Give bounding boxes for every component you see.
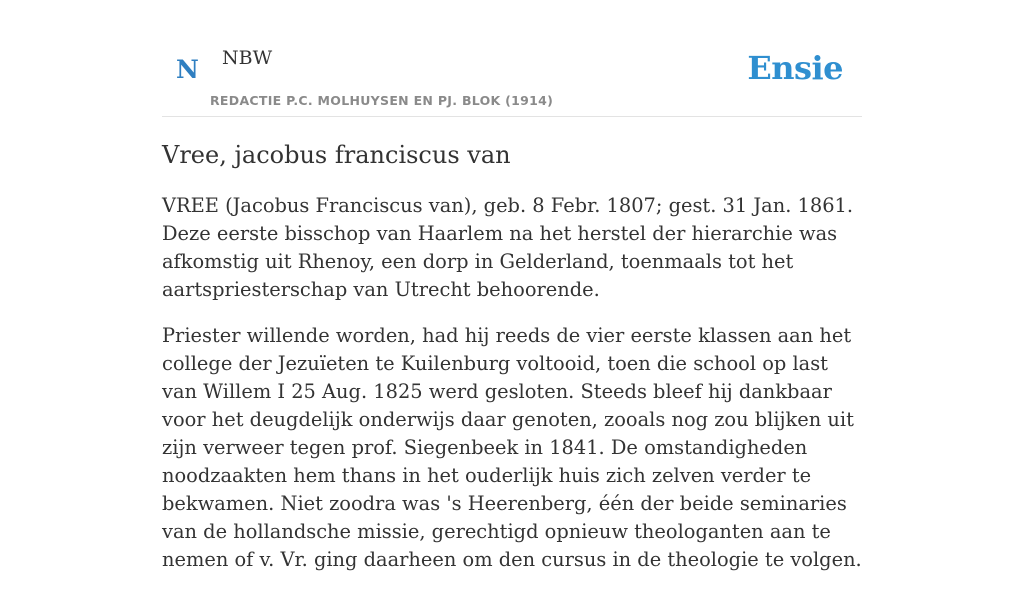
- article-paragraph: VREE (Jacobus Franciscus van), geb. 8 Febr. 1807; gest. 31 Jan. 1861. Deze eerste bisschop van Haarlem na het herstel der hierarchie was afkomstig uit Rhenoy, een dorp in Gelderland, toenmaals tot het aartspriesterschap van Utrecht behoorende.: [162, 194, 854, 301]
- ensie-logo[interactable]: Ensie: [747, 49, 843, 87]
- source-subtitle: REDACTIE P.C. MOLHUYSEN EN PJ. BLOK (1914): [210, 93, 554, 108]
- article-paragraph: Priester willende worden, had hij reeds de vier eerste klassen aan het college der Jezuïeten te Kuilenburg voltooid, toen die school op last van Willem I 25 Aug. 1825 werd gesloten. Steeds bleef hij dankbaar voor het deugdelijk onderwijs daar genoten, zooals nog zou blijken uit zijn verweer tegen prof. Siegenbeek in 1841. De omstandigheden noodzaakten hem thans in het ouderlijk huis zich zelven verder te bekwamen. Niet zoodra was 's Heerenberg, één der beide seminaries van de hollandsche missie, gerechtigd opnieuw theologanten aan te nemen of v. Vr. ging daarheen om den cursus in de theologie te volgen.: [162, 324, 862, 571]
- source-logo[interactable]: N: [176, 55, 199, 84]
- source-title[interactable]: NBW: [222, 47, 273, 69]
- article-body: [162, 192, 868, 592]
- header: [162, 0, 862, 117]
- article-title: Vree, jacobus franciscus van: [162, 141, 511, 169]
